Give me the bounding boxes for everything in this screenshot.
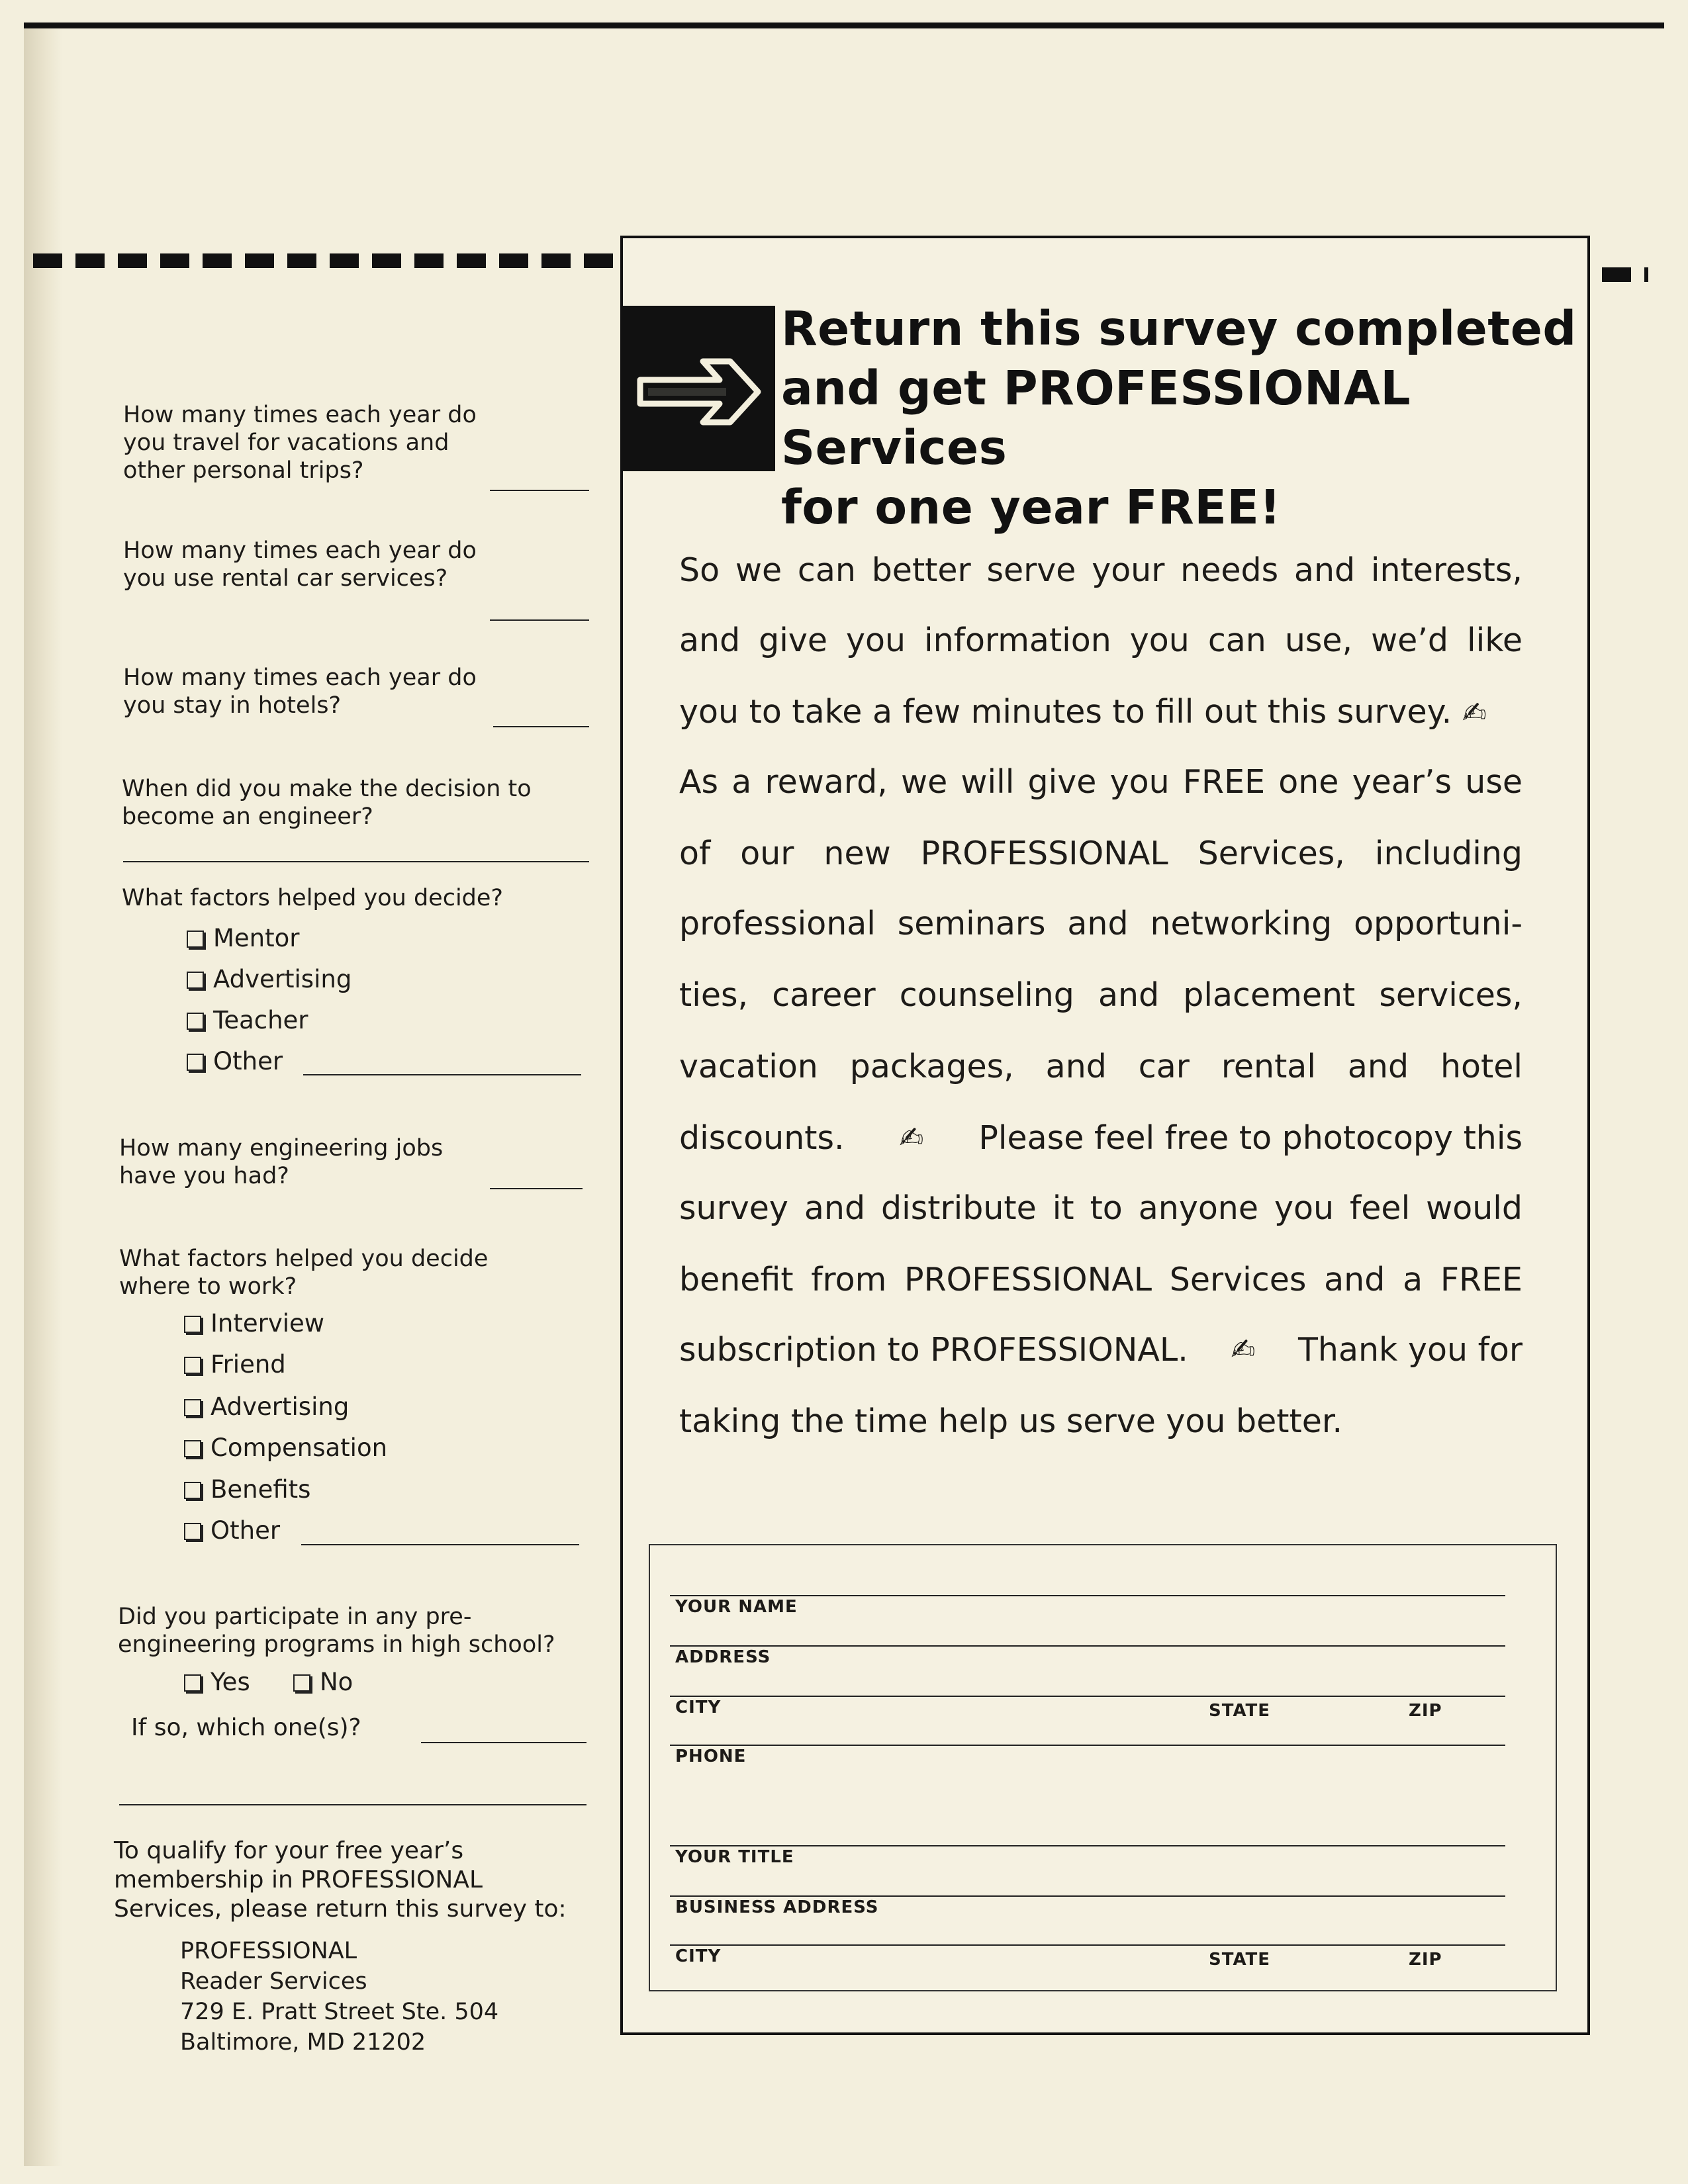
answer-hotels[interactable]: [493, 726, 589, 727]
top-rule: [24, 23, 1664, 28]
question-hotels: How many times each year do you stay in hotels?: [123, 664, 477, 719]
option-friend[interactable]: Friend: [184, 1350, 286, 1379]
checkbox-icon[interactable]: [184, 1482, 201, 1499]
option-benefits[interactable]: Benefits: [184, 1475, 310, 1504]
qualify-instructions: To qualify for your free year’s membership in PROFESSIONAL Services, please return this survey to:: [114, 1837, 567, 1923]
city-line[interactable]: [670, 1696, 1505, 1697]
checkbox-icon[interactable]: [184, 1440, 201, 1457]
body-line-2: and give you information you can use, we’d like: [679, 621, 1523, 659]
question-rental-cars: How many times each year do you use rental car services?: [123, 537, 477, 592]
arrow-right-icon: [620, 306, 775, 471]
option-advertising[interactable]: Advertising: [187, 965, 352, 994]
checkbox-icon[interactable]: [184, 1316, 201, 1333]
checkbox-icon[interactable]: [187, 972, 204, 989]
question-which-programs: If so, which one(s)?: [131, 1714, 361, 1741]
body-line-8: vacation packages, and car rental and hotel: [679, 1048, 1523, 1085]
mailing-address: PROFESSIONAL Reader Services 729 E. Pratt Street Ste. 504 Baltimore, MD 21202: [180, 1938, 499, 2056]
answer-engineer-decision[interactable]: [123, 861, 589, 862]
option-other-work[interactable]: Other: [184, 1516, 280, 1545]
your-title-line[interactable]: [670, 1845, 1505, 1846]
option-mentor[interactable]: Mentor: [187, 924, 300, 953]
option-interview[interactable]: Interview: [184, 1309, 324, 1338]
your-name-line[interactable]: [670, 1595, 1505, 1596]
checkbox-icon[interactable]: [293, 1674, 310, 1692]
answer-which-programs[interactable]: [421, 1742, 586, 1743]
body-line-5: of our new PROFESSIONAL Services, including: [679, 835, 1523, 872]
business-zip-label: ZIP: [1409, 1950, 1442, 1970]
body-line-4: As a reward, we will give you FREE one year’s use: [679, 763, 1523, 801]
question-engineer-decision: When did you make the decision to become an engineer?: [122, 776, 532, 830]
body-line-3: you to take a few minutes to fill out this survey. ✍: [679, 692, 1523, 733]
pen-writing-icon: ✍: [899, 1121, 924, 1155]
headline: Return this survey completed and get PROFESSIONAL Services for one year FREE!: [781, 301, 1577, 535]
question-vacation-trips: How many times each year do you travel for vacations and other personal trips?: [123, 402, 477, 484]
phone-line[interactable]: [670, 1745, 1505, 1746]
option-no[interactable]: No: [293, 1668, 353, 1697]
body-line-7: ties, career counseling and placement services,: [679, 976, 1523, 1014]
body-line-12: subscription to PROFESSIONAL. ✍ Thank you for: [679, 1331, 1523, 1369]
phone-label: PHONE: [675, 1747, 747, 1766]
option-advertising-work[interactable]: Advertising: [184, 1392, 349, 1422]
option-compensation[interactable]: Compensation: [184, 1433, 387, 1463]
address-line[interactable]: [670, 1645, 1505, 1647]
answer-vacation-trips[interactable]: [490, 490, 589, 491]
city-label: CITY: [675, 1698, 722, 1717]
body-line-10: survey and distribute it to anyone you feel would: [679, 1189, 1523, 1227]
option-teacher[interactable]: Teacher: [187, 1006, 308, 1035]
checkbox-icon[interactable]: [184, 1399, 201, 1416]
business-city-line[interactable]: [670, 1944, 1505, 1946]
checkbox-icon[interactable]: [187, 1054, 204, 1071]
body-line-9: discounts. ✍ Please feel free to photocopy this: [679, 1119, 1523, 1157]
business-address-line[interactable]: [670, 1895, 1505, 1897]
question-pre-engineering: Did you participate in any pre- engineering programs in high school?: [118, 1604, 555, 1658]
page-gutter: [24, 28, 62, 2166]
pen-writing-icon: ✍: [1231, 1333, 1256, 1367]
checkbox-icon[interactable]: [187, 931, 204, 948]
answer-engineering-jobs[interactable]: [490, 1188, 583, 1189]
body-line-1: So we can better serve your needs and interests,: [679, 551, 1523, 589]
question-where-to-work: What factors helped you decide where to work?: [119, 1246, 489, 1300]
option-yes[interactable]: Yes: [184, 1668, 250, 1697]
body-line-11: benefit from PROFESSIONAL Services and a FREE: [679, 1261, 1523, 1298]
your-title-label: YOUR TITLE: [675, 1847, 794, 1867]
answer-which-programs-line2[interactable]: [119, 1804, 586, 1805]
body-line-6: professional seminars and networking opportuni-: [679, 905, 1523, 942]
question-factors-decide: What factors helped you decide?: [122, 885, 503, 911]
checkbox-icon[interactable]: [187, 1013, 204, 1030]
answer-other-factor[interactable]: [303, 1074, 581, 1075]
address-label: ADDRESS: [675, 1647, 771, 1667]
business-state-label: STATE: [1209, 1950, 1271, 1970]
question-engineering-jobs: How many engineering jobs have you had?: [119, 1135, 444, 1189]
zip-label: ZIP: [1409, 1701, 1442, 1721]
cut-line-right: [1602, 267, 1648, 282]
pen-writing-icon: ✍: [1462, 696, 1487, 730]
option-other[interactable]: Other: [187, 1047, 283, 1076]
business-city-label: CITY: [675, 1946, 722, 1966]
checkbox-icon[interactable]: [184, 1523, 201, 1540]
answer-rental-cars[interactable]: [490, 619, 589, 621]
state-label: STATE: [1209, 1701, 1271, 1721]
arrow-badge: [620, 306, 775, 471]
business-address-label: BUSINESS ADDRESS: [675, 1897, 879, 1917]
cut-line-left: [33, 253, 616, 268]
answer-other-work[interactable]: [301, 1544, 579, 1545]
body-line-13: taking the time help us serve you better.: [679, 1402, 1343, 1440]
your-name-label: YOUR NAME: [675, 1597, 798, 1617]
checkbox-icon[interactable]: [184, 1357, 201, 1374]
checkbox-icon[interactable]: [184, 1674, 201, 1692]
